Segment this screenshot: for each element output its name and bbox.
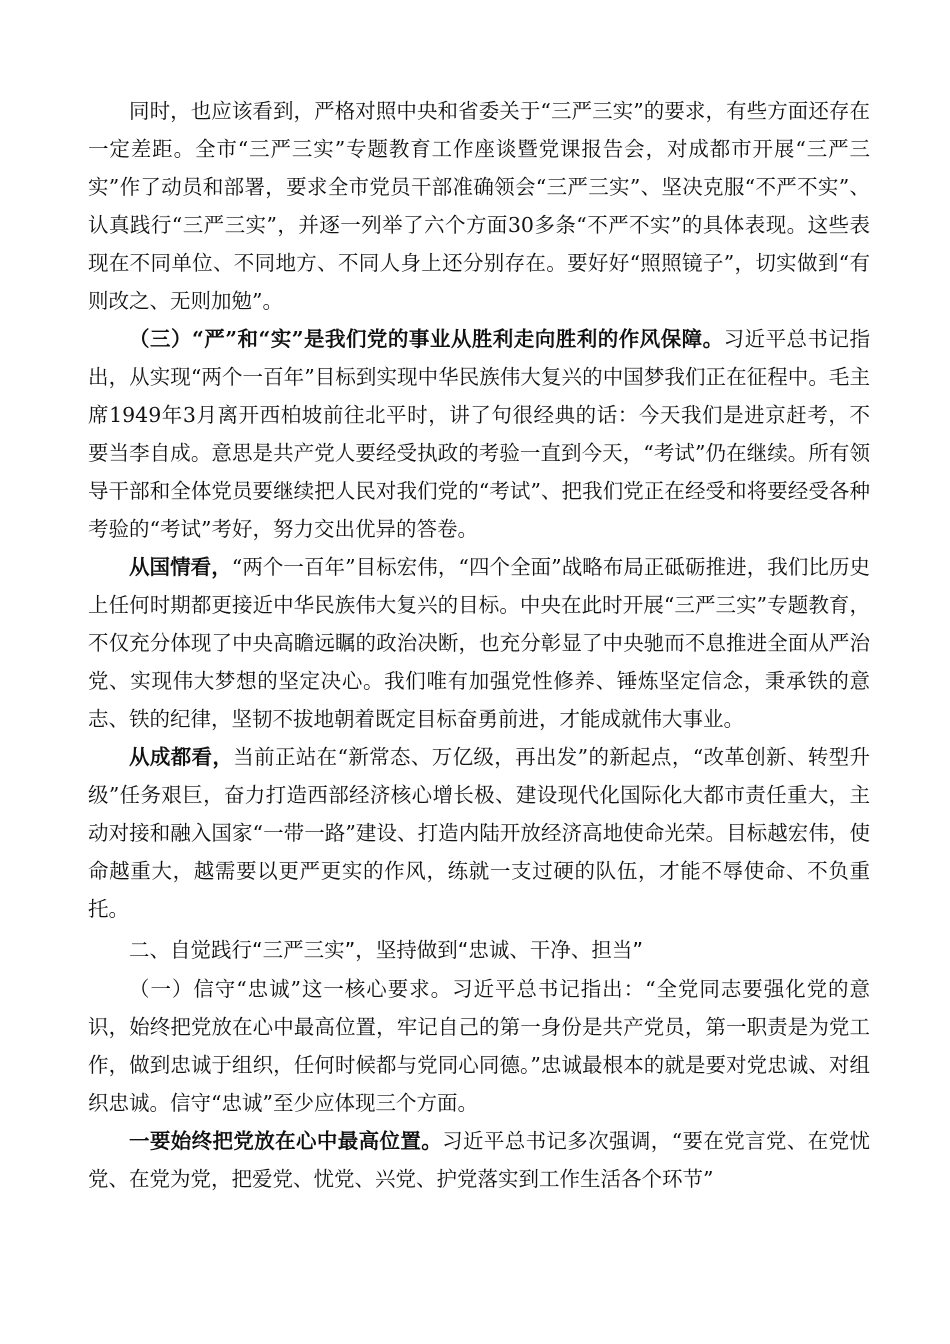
- paragraph-text: 同时，也应该看到，严格对照中央和省委关于“三严三实”的要求，有些方面还存在一定差距。全市“三严三实”专题教育工作座谈暨党课报告会，对成都市开展“三严三实”作了动员和部署，要求全市党员干部准确领会“三严三实”、坚决克服“不严不实”、认真践行“三严三实”，并逐一列举了六个方面30多条“不严不实”的具体表现。这些表现在不同单位、不同地方、不同人身上还分别存在。要好好“照照镜子”，切实做到“有则改之、无则加勉”。: [88, 99, 870, 313]
- paragraph-national-view: [88, 548, 870, 738]
- paragraph-text: 当前正站在“新常态、万亿级，再出发”的新起点，“改革创新、转型升级”任务艰巨，奋力打造西部经济核心增长极、建设现代化国际化大都市责任重大，主动对接和融入国家“一带一路”建设、打造内陆开放经济高地使命光荣。目标越宏伟，使命越重大，越需要以更严更实的作风，练就一支过硬的队伍，才能不辱使命、不负重托。: [88, 745, 870, 921]
- paragraph-loyalty: [88, 970, 870, 1122]
- paragraph-lead: 一要始终把党放在心中最高位置。: [129, 1129, 443, 1153]
- paragraph-party-first: [88, 1122, 870, 1198]
- paragraph-chengdu-view: [88, 738, 870, 928]
- paragraph-text: 习近平总书记多次强调，“要在党言党、在党忧党、在党为党，把爱党、忧党、兴党、护党落实到工作生活各个环节”: [88, 1129, 870, 1191]
- section-heading: 二、自觉践行“三严三实”，坚持做到“忠诚、干净、担当”: [129, 938, 643, 962]
- paragraph-text: （一）信守“忠诚”这一核心要求。习近平总书记指出：“全党同志要强化党的意识，始终把党放在心中最高位置，牢记自己的第一身份是共产党员，第一职责是为党工作，做到忠诚于组织，任何时候都与党同心同德。”忠诚最根本的就是要对党忠诚、对组织忠诚。信守“忠诚”至少应体现三个方面。: [88, 977, 870, 1115]
- paragraph-lead: 从国情看，: [129, 555, 232, 579]
- paragraph-text: “两个一百年”目标宏伟，“四个全面”战略布局正砥砺推进，我们比历史上任何时期都更接近中华民族伟大复兴的目标。中央在此时开展“三严三实”专题教育，不仅充分体现了中央高瞻远瞩的政治决断，也充分彰显了中央驰而不息推进全面从严治党、实现伟大梦想的坚定决心。我们唯有加强党性修养、锤炼坚定信念，秉承铁的意志、铁的纪律，坚韧不拔地朝着既定目标奋勇前进，才能成就伟大事业。: [88, 555, 870, 731]
- paragraph-text: 习近平总书记指出，从实现“两个一百年”目标到实现中华民族伟大复兴的中国梦我们正在征程中。毛主席1949年3月离开西柏坡前往北平时，讲了句很经典的话：今天我们是进京赶考，不要当李自成。意思是共产党人要经受执政的考验一直到今天，“考试”仍在继续。所有领导干部和全体党员要继续把人民对我们党的“考试”、把我们党正在经受和将要经受各种考验的“考试”考好，努力交出优异的答卷。: [88, 327, 870, 541]
- document-body: [88, 92, 870, 1198]
- paragraph-gap-analysis: [88, 92, 870, 320]
- paragraph-lead: 从成都看，: [129, 745, 234, 769]
- paragraph-lead: （三）“严”和“实”是我们党的事业从胜利走向胜利的作风保障。: [129, 327, 724, 351]
- paragraph-style-guarantee: [88, 320, 870, 548]
